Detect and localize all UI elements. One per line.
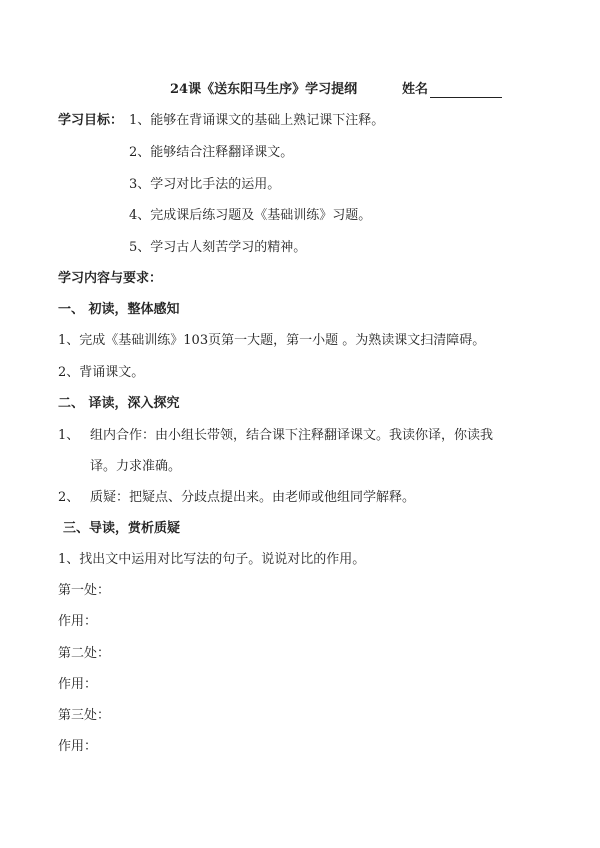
- section2-item2-num: 2、: [58, 490, 80, 505]
- section2-item2-text: 质疑：把疑点、分歧点提出来。由老师或他组同学解释。: [90, 490, 416, 505]
- document-title: [170, 82, 357, 98]
- name-field: [402, 82, 502, 98]
- answer-line-4: 作用：: [58, 677, 98, 692]
- goal-item-5: 5、学习古人刻苦学习的精神。: [129, 240, 307, 255]
- section2-item1-line1: 组内合作：由小组长带领，结合课下注释翻译课文。我读你译，你读我: [90, 428, 494, 443]
- goal-item-3: 3、学习对比手法的运用。: [129, 177, 281, 192]
- goal-item-2: 2、能够结合注释翻译课文。: [129, 145, 294, 160]
- answer-line-5: 第三处：: [58, 708, 111, 723]
- answer-line-6: 作用：: [58, 739, 98, 754]
- answer-line-2: 作用：: [58, 614, 98, 629]
- section2-item1-num: 1、: [58, 428, 80, 443]
- name-label: 姓名: [402, 82, 429, 97]
- section1-item-1: 1、完成《基础训练》103页第一大题，第一小题 。为熟读课文扫清障碍。: [58, 333, 486, 348]
- goals-label: 学习目标：: [58, 113, 124, 128]
- content-heading: 学习内容与要求：: [58, 271, 163, 286]
- title-text: 24课《送东阳马生序》学习提纲: [170, 82, 358, 97]
- section3-item-1: 1、找出文中运用对比写法的句子。说说对比的作用。: [58, 552, 366, 567]
- answer-line-1: 第一处：: [58, 583, 111, 598]
- section1-heading: 一、 初读，整体感知: [58, 302, 180, 317]
- goal-item-4: 4、完成课后练习题及《基础训练》习题。: [129, 208, 372, 223]
- answer-line-3: 第二处：: [58, 646, 111, 661]
- goal-item-1: 1、能够在背诵课文的基础上熟记课下注释。: [129, 113, 385, 128]
- section1-item-2: 2、背诵课文。: [58, 365, 145, 380]
- name-blank-line: [430, 84, 502, 98]
- section3-heading: 三、导读，赏析质疑: [63, 521, 181, 536]
- section2-item1-line2: 译。力求准确。: [90, 459, 182, 474]
- section2-heading: 二、 译读，深入探究: [58, 396, 180, 411]
